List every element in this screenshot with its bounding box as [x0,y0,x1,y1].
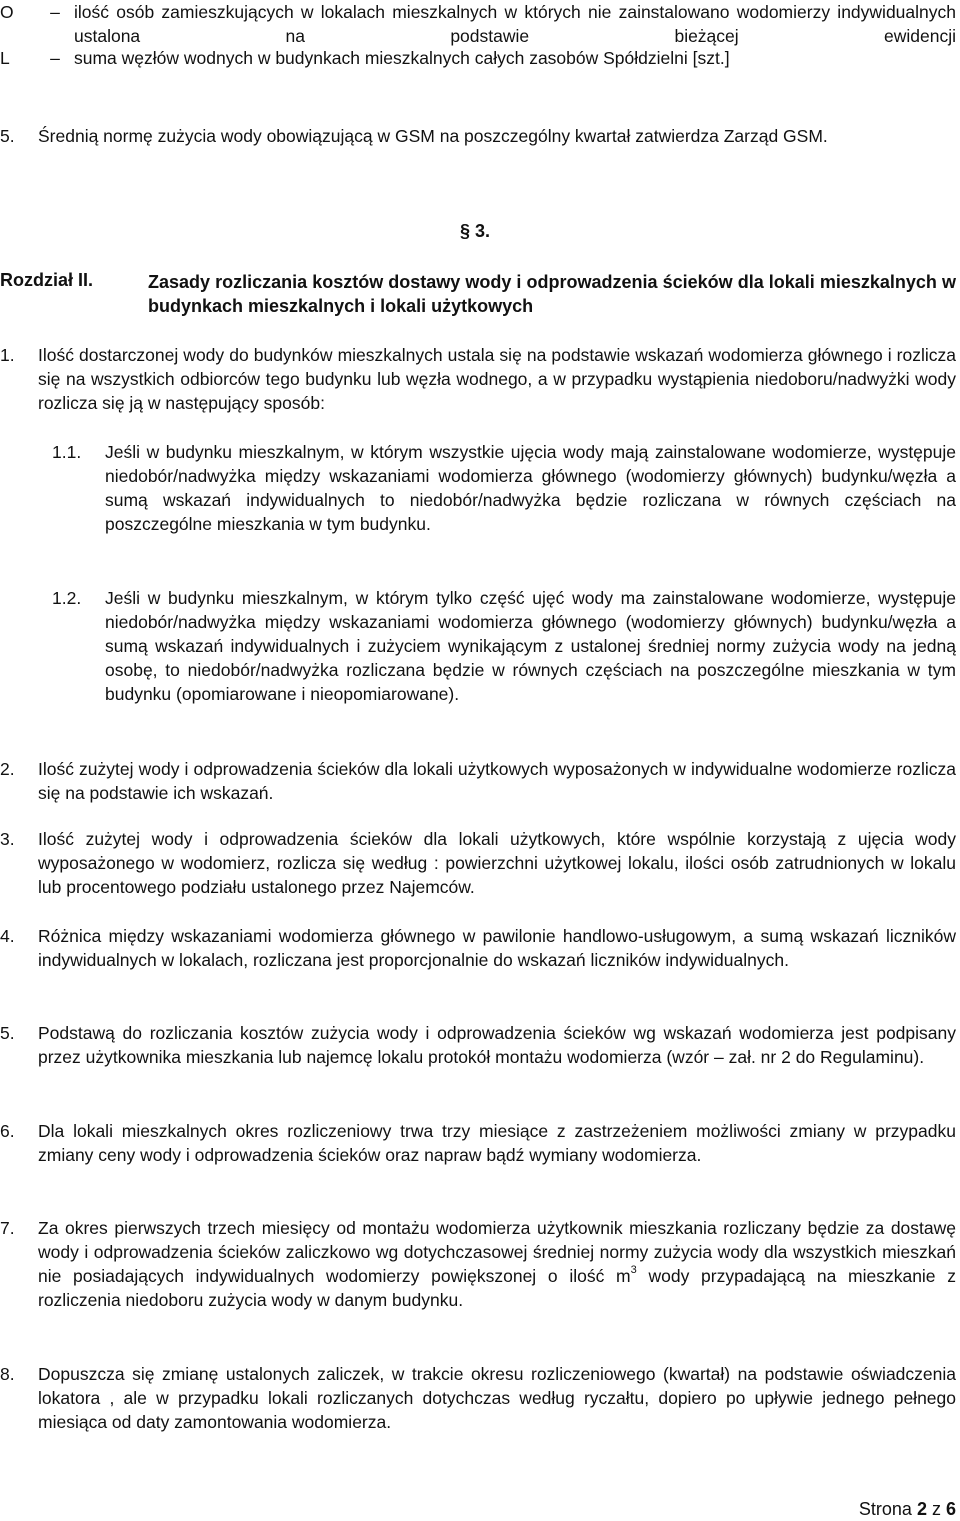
legend-key: L [0,48,10,68]
footer-page-number: 2 [916,1499,927,1519]
list-item [0,1119,956,1167]
item-number: 8. [0,1364,15,1384]
section-sign: § [460,221,471,241]
legend-dash: – [50,2,60,22]
item-number: 5. [0,126,15,146]
superscript: 3 [630,1264,637,1277]
legend-dash: – [50,48,60,68]
section-number: 3. [475,221,491,241]
item-number: 6. [0,1121,15,1141]
sub-item-text: Jeśli w budynku mieszkalnym, w którym tylko część ujęć wody ma zainstalowane wodomierze, występuje niedobór/nadwyżka między wskazaniami wodomierza głównego (wodomierzy głównych) budynku/węzła a sumą wskazań indywidualnych i zużyciem wynikającym z ustalonej średniej normy zużycia wody na jedną osobę, to niedobór/nadwyżka rozliczana będzie w równych częściach na poszczególne mieszkania w tym budynku (opomiarowane i nieopomiarowane). [105,588,956,704]
chapter-title: Zasady rozliczania kosztów dostawy wody i odprowadzenia ścieków dla lokali mieszkalnych w budynkach mieszkalnych i lokali użytkowych [148,272,956,316]
sub-item-number: 1.2. [52,588,82,608]
list-item [0,757,956,805]
list-item [0,343,956,415]
item-number: 1. [0,345,15,365]
sub-item-number: 1.1. [52,442,82,462]
page-footer [859,1497,956,1521]
legend-text: ilość osób zamieszkujących w lokalach mieszkalnych w których nie zainstalowano wodomierzy indywidualnych ustalona na podstawie bieżącej ewidencji [74,2,956,46]
item-number: 7. [0,1218,15,1238]
list-item [0,827,956,899]
item-text: Dla lokali mieszkalnych okres rozliczeniowy trwa trzy miesiące z zastrzeżeniem możliwości zmiany w przypadku zmiany ceny wody i odprowadzenia ścieków oraz napraw bądź wymiany wodomierza. [38,1121,956,1165]
item-text: Ilość zużytej wody i odprowadzenia ścieków dla lokali użytkowych wyposażonych w indywidualne wodomierze rozlicza się na podstawie ich wskazań. [38,759,956,803]
item-text: Dopuszcza się zmianę ustalonych zaliczek, w trakcie okresu rozliczeniowego (kwartał) na podstawie oświadczenia lokatora , ale w przypadku lokali rozliczanych dotychczas według ryczałtu, dopiero po upływie jednego pełnego miesiąca od daty zamontowania wodomierza. [38,1364,956,1432]
legend-key: O [0,2,14,22]
legend-row-o [0,0,956,48]
item-text: Średnią normę zużycia wody obowiązującą w GSM na poszczególny kwartał zatwierdza Zarząd GSM. [38,126,828,146]
chapter-label: Rozdział II. [0,270,94,290]
list-item [0,1021,956,1069]
sub-item [52,586,956,706]
sub-item-text: Jeśli w budynku mieszkalnym, w którym wszystkie ujęcia wody mają zainstalowane wodomierze, występuje niedobór/nadwyżka między wskazaniami wodomierza głównego (wodomierzy głównych) budynku/węzła a sumą wskazań indywidualnych to niedobór/nadwyżka będzie rozliczana w równych częściach na poszczególne mieszkania w tym budynku. [105,442,956,534]
item-text: Różnica między wskazaniami wodomierza głównego w pawilonie handlowo-usługowym, a sumą wskazań liczników indywidualnych w lokalach, rozliczana jest proporcjonalnie do wskazań liczników indywidualnych. [38,926,956,970]
item-text-part: Za okres pierwszych trzech miesięcy od montażu wodomierza użytkownik mieszkania rozliczany będzie za dostawę wody i odprowadzenia ścieków zaliczkowo wg dotychczasowej średniej normy zużycia wody dla wszystkich mieszkań nie posiadających indywidualnych wodomierzy powiększonej o ilość m [38,1218,956,1286]
list-item-norm [0,124,956,148]
footer-page-total: 6 [945,1499,956,1519]
item-number: 2. [0,759,15,779]
sub-item [52,440,956,536]
item-text: Ilość dostarczonej wody do budynków mieszkalnych ustala się na podstawie wskazań wodomierza głównego i rozlicza się na wszystkich odbiorców tego budynku lub węzła wodnego, a w przypadku wystąpienia niedoboru/nadwyżki wody rozlicza się ją w następujący sposób: [38,345,956,413]
list-item [0,1216,956,1312]
legend-text: suma węzłów wodnych w budynkach mieszkalnych całych zasobów Spółdzielni [szt.] [74,48,730,68]
item-number: 3. [0,829,15,849]
item-text: Ilość zużytej wody i odprowadzenia ścieków dla lokali użytkowych, które wspólnie korzystają z ujęcia wody wyposażonego w wodomierz, rozlicza się według : powierzchni użytkowej lokalu, ilości osób zatrudnionych w lokalu lub procentowego podziału ustalonego przez Najemców. [38,829,956,897]
footer-middle: z [926,1499,946,1519]
item-text-part: wody przypadającą na mieszkanie z rozliczenia niedoboru zużycia wody w danym budynku. [38,1266,956,1310]
item-number: 4. [0,926,15,946]
item-text: Podstawą do rozliczania kosztów zużycia wody i odprowadzenia ścieków wg wskazań wodomierza jest podpisany przez użytkownika mieszkania lub najemcę lokalu protokół montażu wodomierza (wzór – zał. nr 2 do Regulaminu). [38,1023,956,1067]
item-number: 5. [0,1023,15,1043]
section-heading [460,219,490,243]
legend-row-l [0,46,956,70]
list-item [0,924,956,972]
list-item [0,1362,956,1434]
footer-prefix: Strona [858,1499,917,1519]
item-text [38,1216,956,1312]
